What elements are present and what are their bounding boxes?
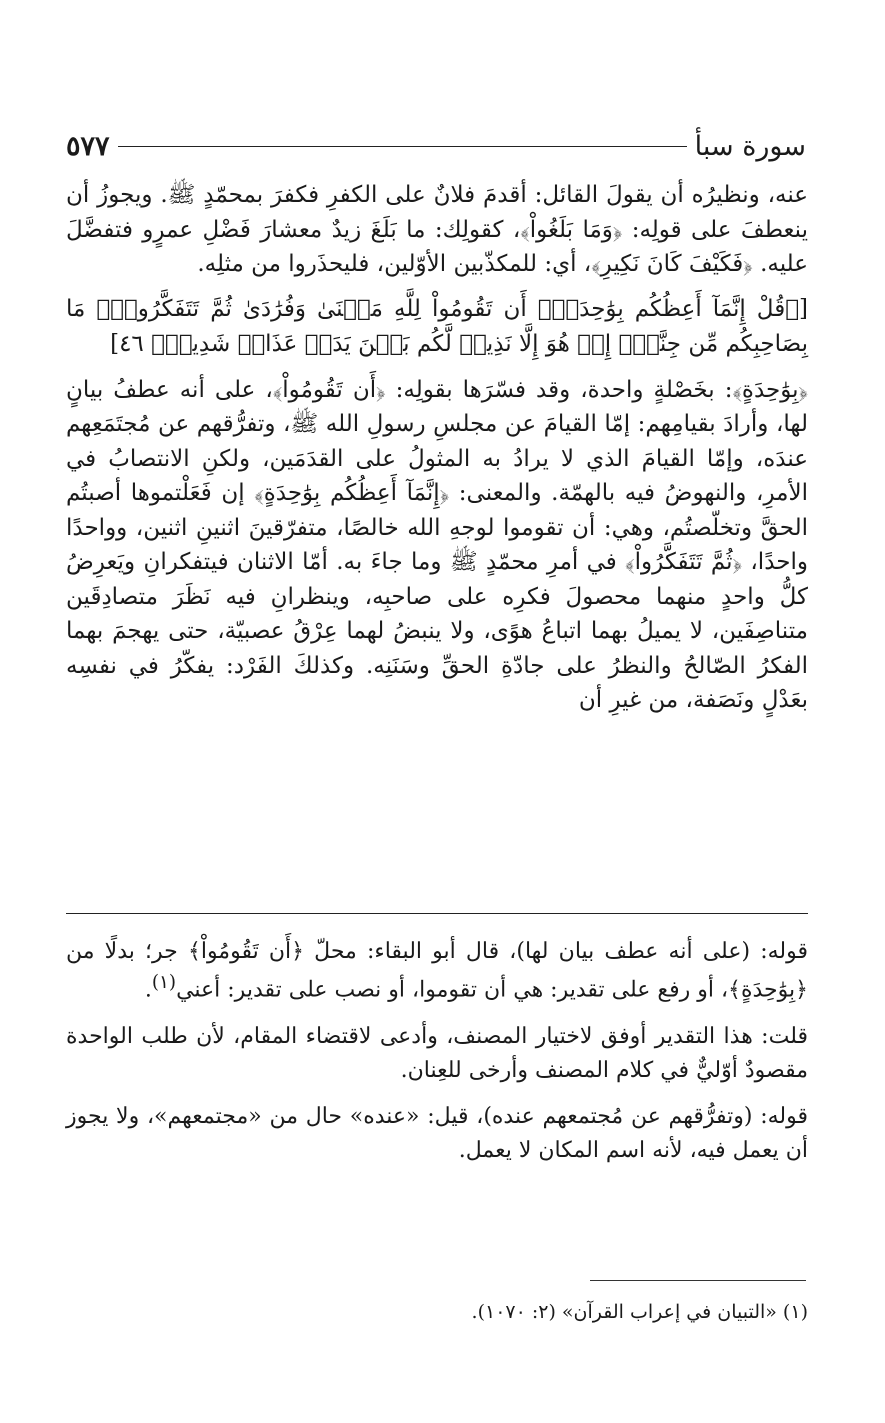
header-rule — [118, 146, 687, 147]
commentary-divider — [66, 913, 808, 914]
footnote-text: (١) «التبيان في إعراب القرآن» (٢: ١٠٧٠). — [471, 1301, 808, 1323]
commentary-paragraph-1 — [66, 935, 808, 1008]
commentary-1-text: قوله: (على أنه عطف بيان لها)، قال أبو البقاء: محلّ ﴿أَن تَقُومُواْ﴾ جر؛ بدلًا من ﴿بِوَٰحِدَةٍ﴾، أو رفع على تقدير: هي أن تقوموا، أو نصب على تقدير: أعني — [66, 939, 808, 1003]
main-paragraph-1: عنه، ونظيرُه أن يقولَ القائل: أقدمَ فلانٌ على الكفرِ فكفرَ بمحمّدٍ ﷺ. ويجوزُ أن ينعطفَ على قولِه: ﴿وَمَا بَلَغُواْ﴾، كقولِك: ما بَلَغَ زيدٌ معشارَ فَضْلِ عمرٍو فتفضَّلَ عليه. ﴿فَكَيْفَ كَانَ نَكِيرِ﴾، أي: للمكذّبين الأوّلين، فليحذَروا من مثلِه. — [66, 182, 808, 277]
commentary-1-end: . — [144, 977, 152, 1003]
commentary-paragraph-2: قلت: هذا التقدير أوفق لاختيار المصنف، وأدعى لاقتضاء المقام، لأن طلب الواحدة مقصودٌ أوّليٌّ في كلام المصنف وأرخى للعِنان. — [66, 1023, 808, 1083]
footnote-ref[interactable]: (١) — [151, 972, 177, 994]
quran-verse: [﴿قُلْ إِنَّمَآ أَعِظُكُم بِوَٰحِدَةٍۖ أَن تَقُومُواْ لِلَّهِ مَثۡنَىٰ وَفُرَٰدَىٰ ثُمَّ تَتَفَكَّرُواْۚ مَا بِصَاحِبِكُم مِّن جِنَّةٍۚ إِنۡ هُوَ إِلَّا نَذِيرٞ لَّكُم بَيۡنَ يَدَيۡ عَذَابٖ شَدِيدٖ﴾ ٤٦] — [66, 295, 808, 358]
main-paragraph-2: ﴿بِوَٰحِدَةٍ﴾: بخَصْلةٍ واحدة، وقد فسّرَها بقولِه: ﴿أَن تَقُومُواْ﴾، على أنه عطفُ بيانٍ لها، وأرادَ بقيامِهم: إمّا القيامَ عن مجلسِ رسولِ الله ﷺ، وتفرُّقهم عن مُجتَمَعِهم عندَه، وإمّا القيامَ الذي لا يرادُ به المثولُ على القدَمَين، ولكنِ الانتصابُ في الأمرِ، والنهوضُ فيه بالهمّة. والمعنى: ﴿إِنَّمَآ أَعِظُكُم بِوَٰحِدَةٍ﴾ إن فَعَلْتموها أصبتُم الحقَّ وتخلّصتُم، وهي: أن تقوموا لوجهِ الله خالصًا، متفرّقينَ اثنينِ اثنين، وواحدًا واحدًا، ﴿ثُمَّ تَتَفَكَّرُواْ﴾ في أمرِ محمّدٍ ﷺ وما جاءَ به. أمّا الاثنان فيتفكرانِ ويَعرِضُ كلُّ واحدٍ منهما محصولَ فكرِه على صاحبِه، وينظرانِ فيه نَظَرَ متصادِقَين متناصِفَين، لا يميلُ بهما اتباعُ هوًى، ولا ينبضُ لهما عِرْقُ عصبيّة، حتى يهجمَ بهما الفكرُ الصّالحُ والنظرُ على جادّةِ الحقِّ وسَنَنِه. وكذلكَ الفَرْد: يفكّرُ في نفسِه بعَدْلٍ ونَصَفة، من غيرِ أن — [66, 376, 808, 714]
surah-title: سورة سبأ — [694, 130, 806, 162]
commentary-paragraph-3: قوله: (وتفرُّقهم عن مُجتمعهم عنده)، قيل: «عنده» حال من «مجتمعهم»، ولا يجوز أن يعمل فيه، لأنه اسم المكان لا يعمل. — [66, 1103, 808, 1163]
main-text — [66, 178, 808, 728]
footnote — [66, 1298, 808, 1327]
commentary-section — [66, 935, 808, 1180]
page-number: ٥٧٧ — [66, 130, 110, 162]
footnote-rule — [590, 1280, 806, 1281]
page-header — [66, 126, 806, 166]
